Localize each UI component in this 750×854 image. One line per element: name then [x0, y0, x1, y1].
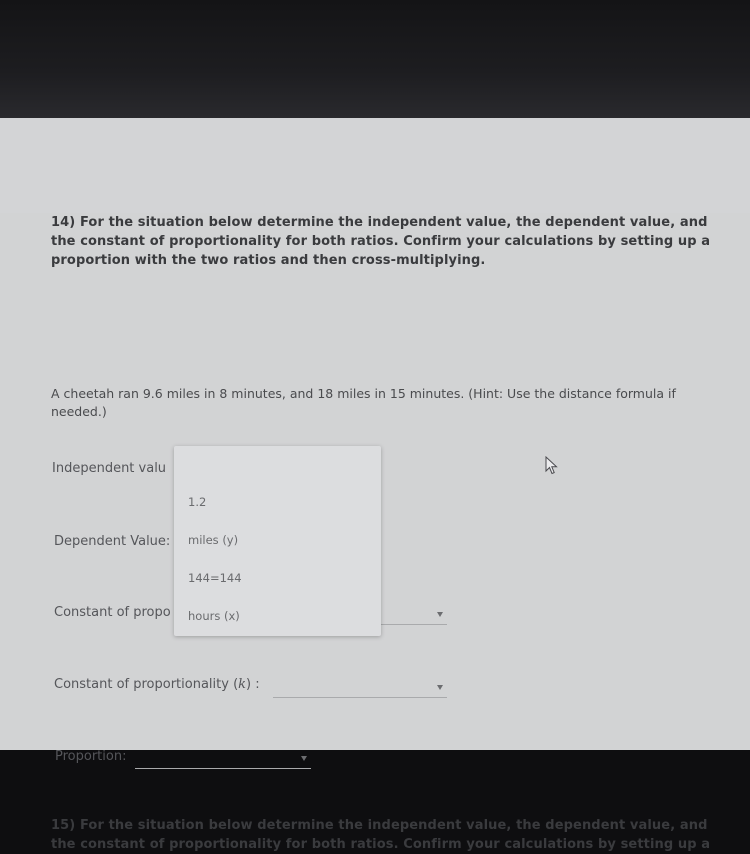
- dropdown-option-3[interactable]: 144=144: [188, 571, 242, 585]
- question-content: [0, 213, 750, 852]
- cursor-arrow-icon: [545, 456, 559, 476]
- question-15-text: 15) For the situation below determine the independent value, the dependent value, and the constant of proportionality for both ratios. Confirm your calculations by setting up a: [51, 818, 711, 852]
- question-14-text: 14) For the situation below determine the independent value, the dependent value, and the constant of proportionality for both ratios. Confirm your calculations by setting up a proportion with the two ratios and then cross-multiplying.: [51, 215, 711, 268]
- dropdown-option-2[interactable]: miles (y): [188, 533, 239, 547]
- dropdown-option-4[interactable]: hours (x): [188, 609, 240, 623]
- k-variable: k: [238, 677, 247, 692]
- dependent-value-label: Dependent Value:: [54, 534, 171, 549]
- independent-value-label: Independent valu: [52, 461, 167, 476]
- screen: [0, 118, 750, 852]
- chevron-down-icon: [301, 756, 307, 761]
- dropdown-option-1[interactable]: 1.2: [188, 495, 207, 509]
- proportion-label: Proportion:: [55, 749, 127, 764]
- chevron-down-icon: [437, 612, 443, 617]
- constant-label-prefix: Constant of proportionality (: [54, 677, 239, 692]
- proportion-select[interactable]: [135, 750, 311, 769]
- top-band: [0, 118, 750, 214]
- monitor-bezel: [0, 0, 750, 120]
- constant-proportionality-label-1: Constant of propo: [54, 605, 171, 620]
- constant-proportionality-select-2[interactable]: [273, 679, 447, 698]
- constant-label-suffix: ) :: [246, 677, 260, 692]
- constant-proportionality-select-1[interactable]: [381, 606, 447, 625]
- question-14-problem: A cheetah ran 9.6 miles in 8 minutes, and 18 miles in 15 minutes. (Hint: Use the distance formula if needed.): [51, 386, 676, 419]
- chevron-down-icon: [437, 685, 443, 690]
- options-dropdown[interactable]: [174, 446, 381, 636]
- constant-proportionality-label-2: [54, 677, 260, 692]
